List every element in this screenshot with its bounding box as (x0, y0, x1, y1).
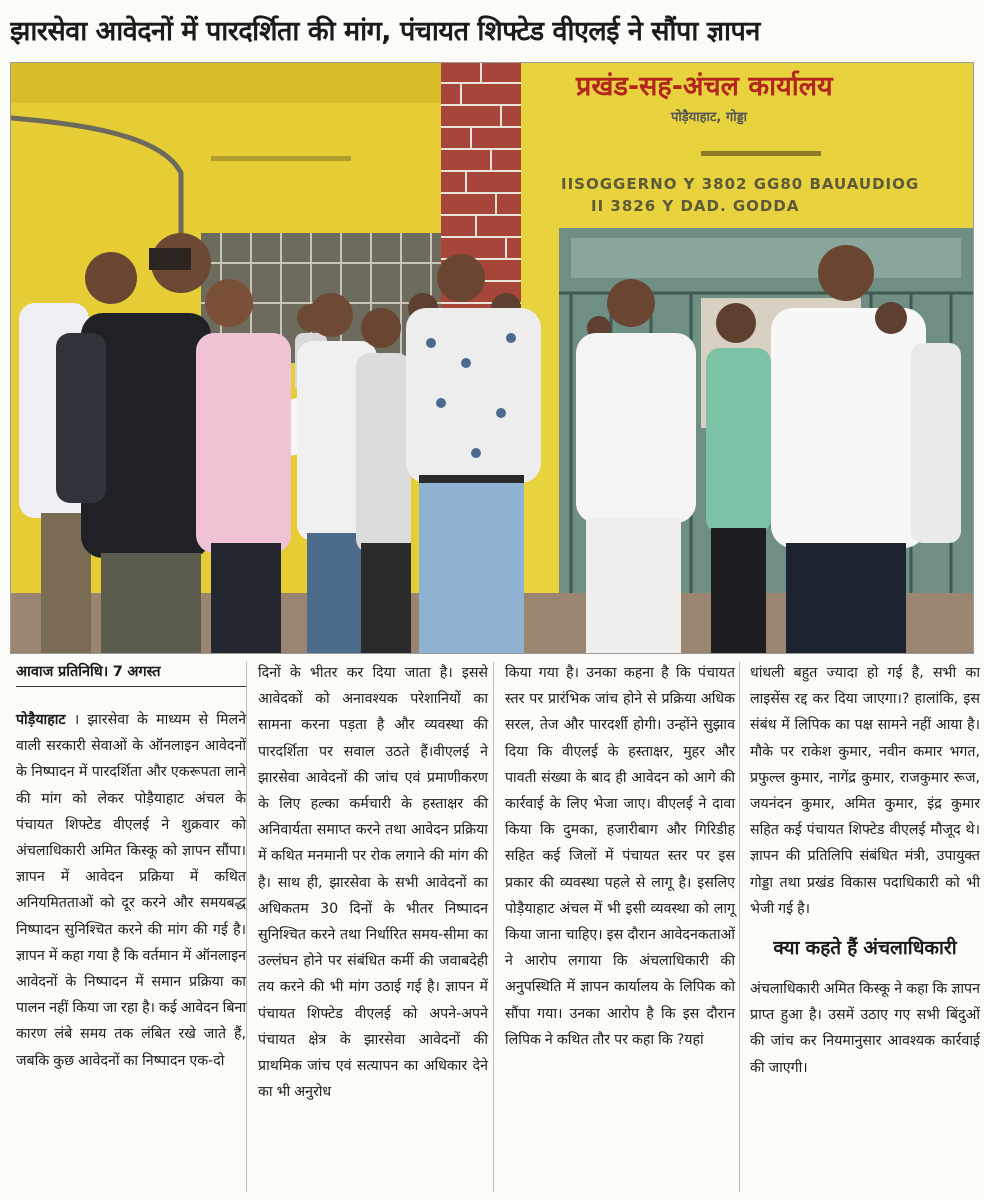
column-3-text: किया गया है। उनका कहना है कि पंचायत स्तर पर प्रारंभिक जांच होने से प्रक्रिया अधिक सरल, तेज और पारदर्शी होगी। उन्होंने सुझाव दिया कि वीएलई के हस्ताक्षर, मुहर और पावती संख्या के बाद ही आवेदन को आगे की कार्रवाई के लिए भेजा जाए। वीएलई ने दावा किया कि दुमका, हजारीबाग और गिरिडीह सहित कई जिलों में पंचायत स्तर पर इस प्रकार की व्यवस्था पहले से लागू है। इसलिए पोड़ैयाहाट अंचल में भी इसी व्यवस्था को लागू किया जाना चाहिए। इस दौरान आवेदनकताओं ने आरोप लगाया कि अंचलाधिकारी की अनुपस्थिति में ज्ञापन कार्यालय के लिपिक को सौंपा गया। उनका आरोप है कि इस दौरान लिपिक ने कथित तौर पर कहा कि ?यहां (505, 665, 735, 1048)
column-4-text-2: अंचलाधिकारी अमित किस्कू ने कहा कि ज्ञापन प्राप्त हुआ है। उसमें उठाए गए सभी बिंदुओं की जांच कर नियमानुसार आवश्यक कार्रवाई की जाएगी। (750, 981, 980, 1076)
article-column-3 (505, 660, 735, 1053)
column-4-text: धांधली बहुत ज्यादा हो गई है, सभी का लाइसेंस रद्द कर दिया जाएगा।? हालांकि, इस संबंध में लिपिक का पक्ष सामने नहीं आया है। मौके पर राकेश कुमार, नवीन कमार भगत, प्रफुल्ल कुमार, नागेंद्र कुमार, राजकुमार रूज, जयनंदन कुमार, अमित कुमार, इंद्र कुमार सहित कई पंचायत शिफ्टेड वीएलई मौजूद थे। ज्ञापन की प्रतिलिपि संबंधित मंत्री, उपायुक्त गोड्डा तथा प्रखंड विकास पदाधिकारी को भी भेजी गई है। (750, 665, 980, 917)
office-sign-subtitle: पोड़ैयाहाट, गोड्डा (671, 110, 747, 125)
column-2-text: दिनों के भीतर कर दिया जाता है। इससे आवेदकों को अनावश्यक परेशानियों का सामना करना पड़ता है और व्यवस्था की पारदर्शिता पर सवाल उठते हैं।वीएलई ने झारसेवा आवेदनों की जांच एवं प्रमाणीकरण के लिए हल्का कर्मचारी के हस्ताक्षर की अनिवार्यता समाप्त करने तथा आवेदन प्रक्रिया में कथित मनमानी पर रोक लगाने की मांग की है। साथ ही, झारसेवा के सभी आवेदनों का अधिकतम 30 दिनों के भीतर निष्पादन सुनिश्चित करने तथा निर्धारित समय-सीमा का उल्लंघन होने पर संबंधित कर्मी की जवाबदेही तय करने की भी मांग उठाई गई है। ज्ञापन में पंचायत शिफ्टेड वीएलई को अपने-अपने पंचायत क्षेत्र के झारसेवा आवेदनों की प्राथमिक जांच एवं सत्यापन का अधिकार देने का भी अनुरोध (258, 665, 488, 1101)
photo-illustration (11, 63, 973, 653)
article-headline: झारसेवा आवेदनों में पारदर्शिता की मांग, पंचायत शिफ्टेड वीएलई ने सौंपा ज्ञापन (10, 16, 760, 47)
article-column-2 (258, 660, 488, 1105)
article-column-4 (750, 660, 980, 1081)
place-name: पोड़ैयाहाट (16, 712, 66, 728)
wall-painted-text-2: II 3826 Y DAD. GODDA (591, 197, 800, 215)
article-column-1 (16, 660, 246, 1074)
column-1-text: । झारसेवा के माध्यम से मिलने वाली सरकारी सेवाओं के ऑनलाइन आवेदनों के निष्पादन में पारदर्शिता और एकरूपता लाने की मांग को लेकर पोड़ैयाहाट अंचल के पंचायत शिफ्टेड वीएलई ने शुक्रवार को अंचलाधिकारी अमित किस्कू को ज्ञापन सौंपा। ज्ञापन में आवेदन प्रक्रिया में कथित अनियमितताओं को दूर करने और समयबद्ध निष्पादन सुनिश्चित करने की मांग की गई है। ज्ञापन में कहा गया है कि वर्तमान में ऑनलाइन आवेदनों के निष्पादन में समान प्रक्रिया का पालन नहीं किया जा रहा है। कई आवेदन बिना कारण लंबे समय तक लंबित रखे जाते हैं, जबकि कुछ आवेदनों का निष्पादन एक-दो (16, 712, 246, 1069)
news-photo (10, 62, 974, 654)
dateline: आवाज प्रतिनिधि। 7 अगस्त (16, 660, 246, 687)
subheading: क्या कहते हैं अंचलाधिकारी (773, 937, 957, 960)
office-sign-title: प्रखंड-सह-अंचल कार्यालय (576, 71, 833, 102)
wall-painted-text-1: IISOGGERNO Y 3802 GG80 BAUAUDIOG (561, 175, 920, 193)
